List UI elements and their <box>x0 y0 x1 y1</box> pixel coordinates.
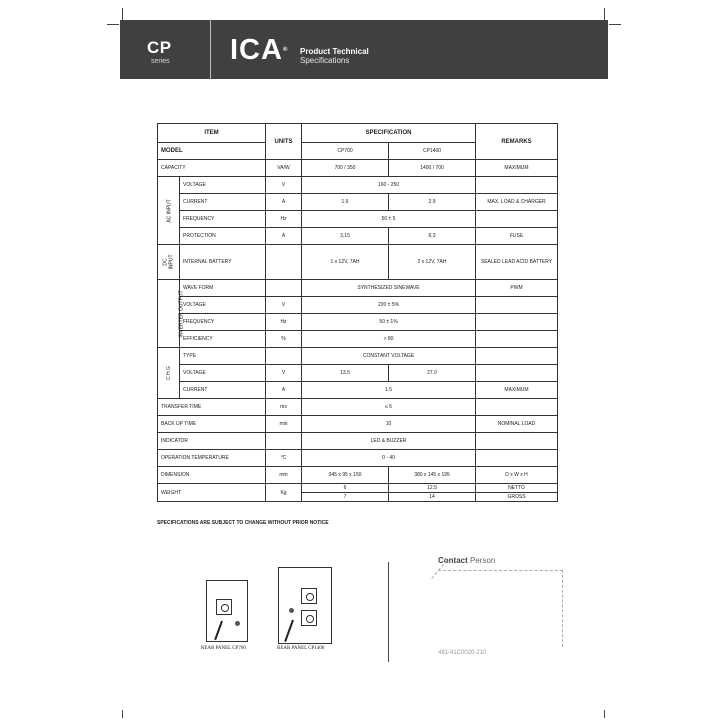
chg-type-value: CONSTANT VOLTAGE <box>302 348 476 365</box>
capacity-label: CAPACITY <box>158 160 266 177</box>
power-cable-icon <box>214 621 223 640</box>
ac-input-group-label: AC INPUT <box>166 198 173 223</box>
socket-icon <box>216 599 232 615</box>
out-voltage-label: VOLTAGE <box>180 297 266 314</box>
battery-cp1400: 2 x 12V, 7AH <box>389 245 476 280</box>
chg-voltage-unit: V <box>266 365 302 382</box>
transfer-time-label: TRANSFER TIME <box>158 399 266 416</box>
operation-temp-remark <box>476 450 558 467</box>
efficiency-remark <box>476 331 558 348</box>
indicator-label: INDICATOR <box>158 433 266 450</box>
dimension-unit: mm <box>266 467 302 484</box>
backup-time-unit: min <box>266 416 302 433</box>
ac-voltage-unit: V <box>266 177 302 194</box>
dc-input-group <box>158 245 180 280</box>
chg-voltage-label: VOLTAGE <box>180 365 266 382</box>
brand-logo <box>230 35 288 65</box>
battery-remark: SEALED LEAD ACID BATTERY <box>476 245 558 280</box>
chg-type-remark <box>476 348 558 365</box>
table-row <box>158 228 558 245</box>
dimension-remark: D x W x H <box>476 467 558 484</box>
table-row <box>158 280 558 297</box>
indicator-remark <box>476 433 558 450</box>
table-row <box>158 450 558 467</box>
series-block <box>120 20 211 79</box>
out-frequency-remark <box>476 314 558 331</box>
efficiency-value: > 80 <box>302 331 476 348</box>
battery-cp700: 1 x 12V, 7AH <box>302 245 389 280</box>
chg-type-label: TYPE <box>180 348 266 365</box>
ac-protection-cp1400: 6,3 <box>389 228 476 245</box>
chg-current-unit: A <box>266 382 302 399</box>
table-row <box>158 416 558 433</box>
dc-input-group-label: DC INPUT <box>162 254 175 270</box>
dimension-label: DIMENSION <box>158 467 266 484</box>
model-label: MODEL <box>158 143 266 160</box>
table-row <box>158 399 558 416</box>
section-divider <box>388 562 389 662</box>
efficiency-label: EFFICIENCY <box>180 331 266 348</box>
table-row <box>158 177 558 194</box>
table-row <box>158 433 558 450</box>
header-subtitle: Specifications <box>300 56 350 65</box>
weight-gross-remark: GROSS <box>476 493 558 502</box>
ac-frequency-remark <box>476 211 558 228</box>
chg-current-remark: MAXIMUM <box>476 382 558 399</box>
backup-time-value: 10 <box>302 416 476 433</box>
ac-current-cp1400: 2.9 <box>389 194 476 211</box>
weight-unit: Kg <box>266 484 302 502</box>
operation-temp-label: OPERATION TEMPERATURE <box>158 450 266 467</box>
efficiency-unit: % <box>266 331 302 348</box>
ac-current-unit: A <box>266 194 302 211</box>
ac-voltage-remark <box>476 177 558 194</box>
table-row <box>158 194 558 211</box>
contact-heading-rest: Person <box>467 556 496 565</box>
table-row <box>158 467 558 484</box>
table-row <box>158 314 558 331</box>
rear-panel-cp700-caption: REAR PANEL CP700 <box>201 646 246 651</box>
out-frequency-label: FREQUENCY <box>180 314 266 331</box>
capacity-cp1400: 1400 / 700 <box>389 160 476 177</box>
ac-protection-label: PROTECTION <box>180 228 266 245</box>
chg-current-label: CURRENT <box>180 382 266 399</box>
ac-frequency-unit: Hz <box>266 211 302 228</box>
ac-current-remark: MAX. LOAD & CHARGER <box>476 194 558 211</box>
out-voltage-value: 220 ± 5% <box>302 297 476 314</box>
header-title: Product Technical <box>300 47 369 56</box>
table-row <box>158 348 558 365</box>
table-row <box>158 160 558 177</box>
capacity-remark: MAXIMUM <box>476 160 558 177</box>
table-row <box>158 297 558 314</box>
ac-frequency-value: 50 ± 5 <box>302 211 476 228</box>
socket-icon <box>301 588 317 604</box>
chg-group-label: C H G <box>165 366 172 380</box>
chg-voltage-cp700: 13.5 <box>302 365 389 382</box>
table-row <box>158 331 558 348</box>
power-cable-icon <box>284 620 294 642</box>
weight-netto-remark: NETTO <box>476 484 558 493</box>
crop-mark <box>107 24 119 25</box>
transfer-time-value: ≤ 6 <box>302 399 476 416</box>
battery-label: INTERNAL BATTERY <box>180 245 266 280</box>
crop-mark <box>609 24 621 25</box>
chg-current-value: 1.5 <box>302 382 476 399</box>
document-code: 481-41C0020-210 <box>438 650 487 656</box>
out-frequency-value: 50 ± 1% <box>302 314 476 331</box>
ac-protection-remark: FUSE <box>476 228 558 245</box>
col-header-units: UNITS <box>266 124 302 160</box>
brand-name: ICA <box>230 34 283 66</box>
col-header-item: ITEM <box>158 124 266 143</box>
waveform-label: WAVE FORM <box>180 280 266 297</box>
ac-frequency-label: FREQUENCY <box>180 211 266 228</box>
brand-mark: ® <box>282 47 289 53</box>
table-row <box>158 124 558 143</box>
crop-mark <box>122 710 123 718</box>
table-row <box>158 211 558 228</box>
model-cp700: CP700 <box>302 143 389 160</box>
chg-type-unit <box>266 348 302 365</box>
out-frequency-unit: Hz <box>266 314 302 331</box>
contact-heading-bold: Contact <box>438 556 468 565</box>
dimension-cp1400: 380 x 145 x 195 <box>389 467 476 484</box>
weight-gross-cp700: 7 <box>302 493 389 502</box>
waveform-value: SYNTHESIZED SINEWAVE <box>302 280 476 297</box>
crop-mark <box>604 710 605 718</box>
inverter-output-group-label: INVERTER OUTPUT <box>178 289 185 338</box>
table-row <box>158 382 558 399</box>
dimension-cp700: 345 x 95 x 150 <box>302 467 389 484</box>
weight-netto-cp700: 6 <box>302 484 389 493</box>
ac-protection-cp700: 3,15 <box>302 228 389 245</box>
series-code: CP <box>147 38 172 57</box>
capacity-unit: VA/W <box>266 160 302 177</box>
out-voltage-remark <box>476 297 558 314</box>
col-header-remarks: REMARKS <box>476 124 558 160</box>
transfer-time-remark <box>476 399 558 416</box>
weight-gross-cp1400: 14 <box>389 493 476 502</box>
chg-voltage-remark <box>476 365 558 382</box>
capacity-cp700: 700 / 350 <box>302 160 389 177</box>
chg-voltage-cp1400: 27.0 <box>389 365 476 382</box>
weight-label: WEIGHT <box>158 484 266 502</box>
table-row <box>158 484 558 493</box>
indicator-unit <box>266 433 302 450</box>
chg-group <box>158 348 180 399</box>
table-row <box>158 245 558 280</box>
operation-temp-unit: °C <box>266 450 302 467</box>
waveform-remark: PWM <box>476 280 558 297</box>
backup-time-remark: NOMINAL LOAD <box>476 416 558 433</box>
series-word: series <box>151 58 170 65</box>
ac-voltage-value: 160 - 250 <box>302 177 476 194</box>
ac-current-label: CURRENT <box>180 194 266 211</box>
backup-time-label: BACK UP TIME <box>158 416 266 433</box>
table-row <box>158 365 558 382</box>
col-header-spec: SPECIFICATION <box>302 124 476 143</box>
rear-panel-cp1400 <box>278 567 332 644</box>
inverter-output-group <box>158 280 185 348</box>
fuse-knob-icon <box>289 608 294 613</box>
socket-icon <box>301 610 317 626</box>
ac-input-group <box>158 177 180 245</box>
contact-box <box>438 570 563 647</box>
operation-temp-value: 0 - 40 <box>302 450 476 467</box>
rear-panel-cp1400-caption: REAR PANEL CP1400 <box>277 646 325 651</box>
header-banner <box>120 20 608 79</box>
ac-voltage-label: VOLTAGE <box>180 177 266 194</box>
spec-change-note: SPECIFICATIONS ARE SUBJECT TO CHANGE WITHOUT PRIOR NOTICE <box>157 520 329 526</box>
transfer-time-unit: ms <box>266 399 302 416</box>
spec-table <box>157 123 558 502</box>
waveform-unit <box>266 280 302 297</box>
indicator-value: LED & BUZZER <box>302 433 476 450</box>
ac-current-cp700: 1.6 <box>302 194 389 211</box>
fuse-knob-icon <box>235 621 240 626</box>
rear-panel-cp700 <box>206 580 248 642</box>
out-voltage-unit: V <box>266 297 302 314</box>
model-cp1400: CP1400 <box>389 143 476 160</box>
battery-unit <box>266 245 302 280</box>
ac-protection-unit: A <box>266 228 302 245</box>
weight-netto-cp1400: 12.5 <box>389 484 476 493</box>
